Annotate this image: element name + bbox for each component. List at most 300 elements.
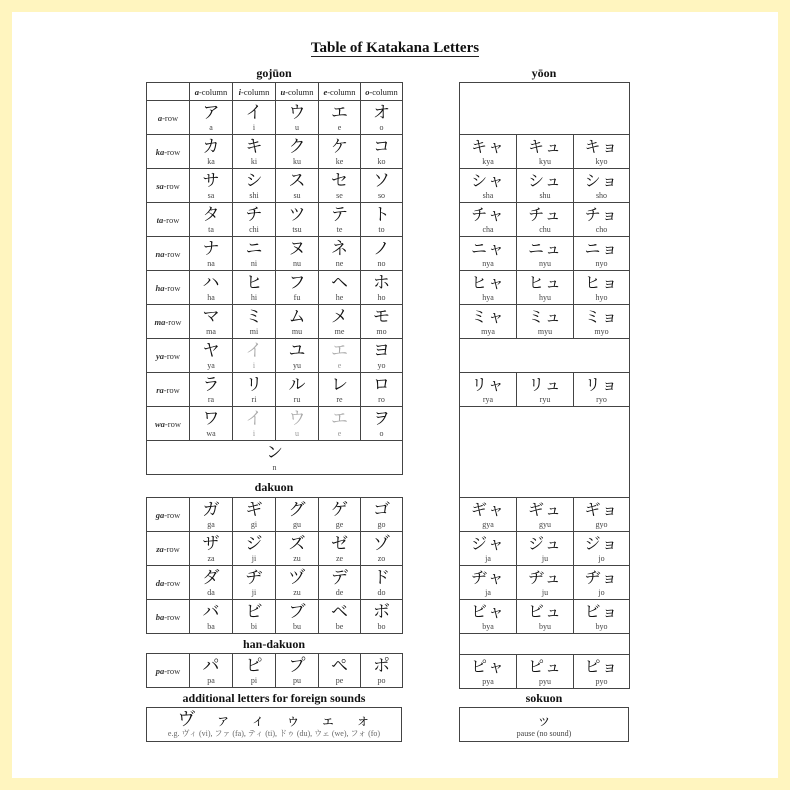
kana-glyph: ト — [373, 205, 390, 225]
kana-cell — [361, 566, 403, 600]
kana-glyph: ケ — [331, 137, 348, 157]
yoon-empty-row — [460, 407, 630, 498]
romaji-label: to — [378, 225, 385, 234]
romaji-label: bya — [482, 622, 494, 631]
kana-glyph: ヂュ — [528, 568, 562, 587]
romaji-label: nya — [482, 259, 494, 268]
table-row — [147, 101, 403, 135]
kana-glyph: シ — [245, 171, 263, 191]
gojuon-table — [146, 82, 403, 475]
kana-glyph: エ — [331, 341, 348, 361]
row-label-ra: ra-row — [147, 373, 190, 407]
romaji-label: ma — [206, 327, 216, 336]
romaji-label: do — [377, 588, 386, 597]
kana-glyph: ツ — [288, 205, 306, 225]
kana-cell — [319, 135, 361, 169]
table-row — [147, 169, 403, 203]
kana-glyph: リ — [245, 375, 263, 395]
kana-cell — [460, 237, 517, 271]
kana-cell — [517, 135, 574, 169]
romaji-label: bu — [293, 622, 301, 631]
row-label-letters: ka — [155, 146, 165, 157]
kana-cell — [517, 305, 574, 339]
kana-glyph: ピョ — [584, 657, 619, 676]
romaji-label: ge — [335, 520, 344, 529]
kana-cell — [233, 271, 276, 305]
romaji-label: bi — [250, 622, 258, 631]
romaji-label: byu — [539, 622, 551, 631]
kana-cell — [276, 498, 319, 532]
romaji-label: ka — [207, 157, 215, 166]
kana-cell — [517, 532, 574, 566]
romaji-label: ga — [207, 520, 215, 529]
romaji-label: myu — [537, 327, 553, 336]
kana-cell — [319, 498, 361, 532]
kana-glyph: ド — [373, 568, 390, 588]
romaji-label: ryo — [596, 395, 607, 404]
romaji-label: ya — [207, 361, 215, 370]
romaji-label: o — [379, 429, 384, 438]
row-label-letters: pa — [155, 665, 165, 676]
kana-glyph: ミョ — [584, 307, 619, 326]
sokuon-kana: ッ — [536, 711, 552, 729]
row-label-letters: ga — [155, 509, 165, 520]
kana-glyph: フ — [288, 273, 306, 293]
kana-glyph: デ — [331, 568, 348, 588]
kana-glyph: テ — [331, 205, 348, 225]
kana-cell — [233, 203, 276, 237]
kana-glyph: ノ — [373, 239, 390, 259]
kana-glyph: ワ — [202, 409, 220, 429]
kana-cell — [460, 271, 517, 305]
romaji-label: byo — [595, 622, 608, 631]
kana-cell — [233, 339, 276, 373]
kana-cell — [190, 654, 233, 688]
romaji-label: ha — [207, 293, 215, 302]
yoon-empty-row — [460, 339, 630, 373]
kana-cell — [361, 203, 403, 237]
romaji-label: gyo — [595, 520, 608, 529]
kana-cell — [517, 203, 574, 237]
kana-cell — [276, 271, 319, 305]
romaji-label: ju — [541, 554, 549, 563]
row-label-za: za-row — [147, 532, 190, 566]
romaji-label: o — [379, 123, 384, 132]
table-row — [147, 271, 403, 305]
kana-cell — [233, 101, 276, 135]
romaji-label: na — [207, 259, 215, 268]
table-row — [460, 532, 630, 566]
empty-cell — [460, 339, 630, 373]
kana-glyph: ニ — [245, 239, 263, 259]
kana-glyph: マ — [202, 307, 220, 327]
additional-letter: ァ — [215, 710, 231, 729]
column-header-u: u-column — [276, 83, 319, 101]
kana-glyph: ジ — [245, 534, 263, 554]
kana-cell — [233, 600, 276, 634]
sokuon-table — [459, 707, 629, 742]
romaji-label: myo — [594, 327, 609, 336]
kana-glyph: ヨ — [373, 341, 390, 361]
kana-cell — [190, 203, 233, 237]
kana-cell — [361, 135, 403, 169]
romaji-label: ryu — [539, 395, 551, 404]
romaji-label: se — [336, 191, 343, 200]
romaji-label: pyu — [539, 677, 551, 686]
row-label-letters: za — [156, 543, 164, 554]
romaji-label: te — [336, 225, 343, 234]
romaji-label: u — [295, 429, 299, 438]
kana-cell — [190, 407, 233, 441]
kana-cell — [361, 169, 403, 203]
column-header-a: a-column — [190, 83, 233, 101]
table-row — [460, 373, 630, 407]
additional-cell — [147, 708, 402, 742]
kana-cell — [233, 407, 276, 441]
row-label-letters: ta — [156, 214, 164, 225]
kana-glyph: ヲ — [373, 409, 390, 429]
table-row — [147, 305, 403, 339]
table-row — [147, 600, 403, 634]
kana-glyph: ギャ — [470, 500, 505, 519]
kana-cell — [276, 305, 319, 339]
table-row — [460, 566, 630, 600]
kana-glyph: イ — [245, 341, 263, 361]
empty-cell — [460, 83, 630, 135]
kana-glyph: イ — [245, 103, 263, 123]
kana-cell — [574, 600, 630, 634]
kana-glyph: ヅ — [288, 568, 306, 588]
romaji-label: jo — [598, 588, 605, 597]
kana-cell — [319, 654, 361, 688]
romaji-label: re — [336, 395, 343, 404]
n-row — [147, 441, 403, 475]
empty-cell — [460, 407, 630, 498]
romaji-label: go — [377, 520, 386, 529]
row-label-pa: pa-row — [147, 654, 190, 688]
kana-cell — [233, 169, 276, 203]
yoon-table — [459, 82, 630, 689]
kana-glyph: ニョ — [584, 239, 619, 258]
additional-letter: ヴ — [177, 708, 196, 730]
romaji-label: i — [252, 429, 256, 438]
kana-glyph: オ — [373, 103, 390, 123]
kana-glyph: ビャ — [470, 602, 505, 621]
row-label-ba: ba-row — [147, 600, 190, 634]
romaji-label: gyu — [539, 520, 551, 529]
kana-cell — [460, 135, 517, 169]
row-label-letters: wa — [155, 418, 165, 429]
row-label-ya: ya-row — [147, 339, 190, 373]
kana-glyph: シャ — [471, 171, 505, 190]
kana-glyph: ベ — [331, 602, 348, 622]
kana-glyph: ヂャ — [471, 568, 505, 587]
dakuon-heading: dakuon — [254, 480, 294, 494]
romaji-label: kya — [482, 157, 494, 166]
table-row — [460, 655, 630, 689]
kana-glyph: キャ — [470, 137, 505, 156]
column-header-o: o-column — [361, 83, 403, 101]
table-row — [147, 566, 403, 600]
kana-cell — [574, 373, 630, 407]
romaji-label: ho — [377, 293, 386, 302]
kana-cell — [574, 305, 630, 339]
kana-cell — [190, 305, 233, 339]
romaji-label: yo — [377, 361, 386, 370]
column-header-letter: i — [238, 86, 242, 97]
kana-glyph: ビュ — [527, 602, 562, 621]
kana-glyph: プ — [288, 656, 306, 676]
kana-cell — [276, 566, 319, 600]
table-row — [147, 498, 403, 532]
kana-cell — [190, 237, 233, 271]
n-cell — [147, 441, 403, 475]
kana-cell — [361, 498, 403, 532]
table-row — [147, 203, 403, 237]
kana-glyph: イ — [245, 409, 263, 429]
romaji-label: zo — [377, 554, 386, 563]
kana-cell — [190, 566, 233, 600]
kana-glyph: ネ — [331, 239, 348, 259]
kana-glyph: ギュ — [527, 500, 562, 519]
romaji-label: mo — [376, 327, 387, 336]
table-row — [147, 407, 403, 441]
romaji-label: he — [335, 293, 344, 302]
table-row — [147, 237, 403, 271]
kana-glyph: ジョ — [584, 534, 619, 553]
kana-cell — [361, 271, 403, 305]
kana-glyph: ゲ — [331, 500, 348, 520]
additional-heading: additional letters for foreign sounds — [182, 691, 366, 705]
kana-cell — [460, 532, 517, 566]
kana-glyph: ロ — [373, 375, 390, 395]
kana-cell — [233, 566, 276, 600]
kana-cell — [319, 407, 361, 441]
kana-glyph: ダ — [202, 568, 220, 588]
kana-cell — [190, 339, 233, 373]
kana-glyph: ゾ — [373, 534, 390, 554]
romaji-label: ra — [207, 395, 215, 404]
sokuon-heading: sokuon — [525, 691, 563, 705]
kana-glyph: ニュ — [527, 239, 562, 258]
kana-cell — [319, 566, 361, 600]
romaji-label: tsu — [292, 225, 302, 234]
kana-glyph: ボ — [373, 602, 390, 622]
romaji-label: ke — [335, 157, 344, 166]
kana-glyph: ン — [266, 443, 283, 463]
additional-note: e.g. ヴィ (vi), ファ (fa), ティ (ti), ドゥ (du), ウェ (we), フォ (fo) — [167, 728, 381, 738]
kana-glyph: リュ — [528, 375, 562, 394]
romaji-label: zu — [293, 554, 301, 563]
romaji-label: de — [335, 588, 344, 597]
kana-cell — [276, 600, 319, 634]
kana-glyph: ピャ — [470, 657, 505, 676]
kana-glyph: ミャ — [471, 307, 505, 326]
row-label-wa: wa-row — [147, 407, 190, 441]
kana-cell — [233, 498, 276, 532]
kana-glyph: ソ — [373, 171, 390, 191]
romaji-label: mi — [249, 327, 259, 336]
romaji-label: mya — [481, 327, 495, 336]
column-header-row — [147, 83, 403, 101]
kana-glyph: ガ — [202, 500, 220, 520]
kana-glyph: キョ — [584, 137, 619, 156]
romaji-label: ko — [377, 157, 386, 166]
kana-cell — [190, 169, 233, 203]
kana-glyph: ヒョ — [584, 273, 619, 292]
kana-cell — [190, 498, 233, 532]
kana-glyph: ポ — [373, 656, 390, 676]
kana-cell — [276, 654, 319, 688]
kana-glyph: チャ — [471, 205, 505, 224]
romaji-label: pu — [293, 676, 301, 685]
kana-glyph: ペ — [331, 656, 348, 676]
romaji-label: i — [252, 361, 256, 370]
romaji-label: ji — [251, 588, 257, 597]
table-row — [460, 498, 630, 532]
additional-letter: ェ — [320, 710, 336, 729]
table-row — [460, 237, 630, 271]
row-label-letters: ma — [154, 316, 166, 327]
dakuon-table — [146, 497, 403, 634]
table-row — [460, 305, 630, 339]
kana-glyph: ピ — [245, 656, 263, 676]
kana-glyph: ラ — [202, 375, 220, 395]
kana-cell — [319, 101, 361, 135]
row-label-letters: ba — [155, 611, 165, 622]
romaji-label: jo — [598, 554, 605, 563]
kana-glyph: ウ — [288, 409, 306, 429]
romaji-label: hi — [250, 293, 258, 302]
kana-cell — [460, 305, 517, 339]
kana-glyph: チュ — [528, 205, 562, 224]
romaji-label: nu — [293, 259, 301, 268]
kana-glyph: ミ — [245, 307, 263, 327]
romaji-label: da — [207, 588, 215, 597]
romaji-label: a — [209, 123, 213, 132]
row-label-ga: ga-row — [147, 498, 190, 532]
kana-glyph: メ — [331, 307, 348, 327]
romaji-label: ro — [378, 395, 385, 404]
column-header-letter: a — [194, 86, 199, 97]
additional-letter: ォ — [355, 710, 371, 729]
romaji-label: su — [293, 191, 301, 200]
kana-cell — [574, 237, 630, 271]
romaji-label: bo — [377, 622, 386, 631]
kana-glyph: ピュ — [527, 657, 562, 676]
kana-cell — [517, 169, 574, 203]
kana-cell — [276, 532, 319, 566]
kana-glyph: キュ — [527, 137, 562, 156]
kana-glyph: ハ — [202, 273, 220, 293]
yoon-empty-row — [460, 83, 630, 135]
kana-glyph: ヤ — [202, 341, 220, 361]
kana-cell — [460, 169, 517, 203]
kana-glyph: タ — [202, 205, 220, 225]
column-header-letter: o — [365, 86, 370, 97]
kana-cell — [361, 654, 403, 688]
kana-glyph: ホ — [373, 273, 390, 293]
romaji-label: nyu — [539, 259, 551, 268]
kana-cell — [276, 169, 319, 203]
row-label-sa: sa-row — [147, 169, 190, 203]
kana-glyph: ヘ — [331, 273, 348, 293]
kana-cell — [319, 373, 361, 407]
kana-cell — [574, 271, 630, 305]
kana-cell — [190, 135, 233, 169]
kana-glyph: シュ — [528, 171, 562, 190]
kana-glyph: レ — [331, 375, 348, 395]
table-row — [460, 600, 630, 634]
row-label-letters: ya — [155, 350, 164, 361]
sokuon-romaji: pause (no sound) — [516, 729, 572, 738]
kana-cell — [574, 498, 630, 532]
row-label-letters: ra — [156, 384, 164, 395]
kana-cell — [190, 532, 233, 566]
romaji-label: ja — [485, 554, 491, 563]
kana-cell — [276, 407, 319, 441]
kana-cell — [574, 655, 630, 689]
romaji-label: hyo — [595, 293, 608, 302]
romaji-label: wa — [206, 429, 216, 438]
kana-glyph: ヌ — [288, 239, 306, 259]
romaji-label: rya — [482, 395, 494, 404]
kana-cell — [276, 101, 319, 135]
table-row — [460, 271, 630, 305]
romaji-label: no — [377, 259, 386, 268]
kana-glyph: チ — [245, 205, 263, 225]
kana-glyph: ス — [288, 171, 306, 191]
row-label-letters: sa — [156, 180, 164, 191]
kana-cell — [319, 271, 361, 305]
kana-glyph: ギ — [245, 500, 263, 520]
romaji-label: fu — [293, 293, 301, 302]
romaji-label: hyu — [539, 293, 551, 302]
romaji-label: ja — [485, 588, 491, 597]
romaji-label: cha — [482, 225, 494, 234]
kana-cell — [517, 566, 574, 600]
romaji-label: sha — [482, 191, 494, 200]
kana-glyph: ブ — [288, 602, 306, 622]
kana-glyph: ク — [288, 137, 306, 157]
empty-cell — [460, 634, 630, 655]
romaji-label: e — [337, 429, 342, 438]
row-label-ka: ka-row — [147, 135, 190, 169]
kana-glyph: ジュ — [528, 534, 562, 553]
row-label-ha: ha-row — [147, 271, 190, 305]
kana-cell — [233, 135, 276, 169]
kana-cell — [574, 135, 630, 169]
kana-glyph: エ — [331, 409, 348, 429]
kana-cell — [233, 373, 276, 407]
yoon-heading: yōon — [531, 66, 557, 80]
column-header-letter: e — [323, 86, 328, 97]
kana-cell — [517, 498, 574, 532]
kana-cell — [190, 271, 233, 305]
row-label-letters: da — [155, 577, 165, 588]
kana-glyph: ヒャ — [470, 273, 505, 292]
kana-glyph: ヒ — [245, 273, 263, 293]
kana-cell — [460, 373, 517, 407]
kana-cell — [574, 203, 630, 237]
romaji-label: ni — [250, 259, 258, 268]
table-row — [460, 203, 630, 237]
handakuon-table — [146, 653, 403, 688]
table-row — [147, 373, 403, 407]
kana-cell — [233, 305, 276, 339]
table-row — [460, 169, 630, 203]
romaji-label: u — [295, 123, 299, 132]
